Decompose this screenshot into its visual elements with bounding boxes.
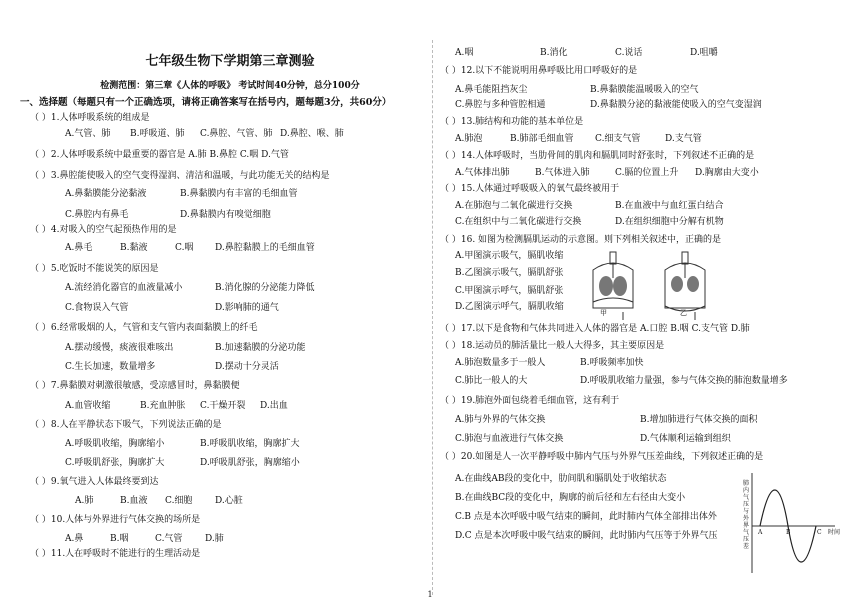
q3-option-a: A.鼻黏膜能分泌黏液	[65, 189, 147, 199]
fig16-label-jia: 甲	[600, 309, 607, 317]
fig20-ylabel: 肺内气压与外界气压差	[743, 480, 750, 550]
q6-option-b: B.加速黏膜的分泌功能	[215, 343, 306, 353]
question-8: （ ）8.人在平静状态下吸气，下列说法正确的是	[30, 420, 222, 430]
q5-option-c: C.食物误入气管	[65, 303, 129, 313]
q9-option-c: C.细胞	[165, 496, 193, 506]
q1-option-c: C.鼻腔、气管、肺	[200, 129, 273, 139]
q6-option-c: C.生长加速，数量增多	[65, 362, 156, 372]
q18-option-b: B.呼吸频率加快	[580, 358, 644, 368]
fig20-point-a: A	[758, 529, 763, 536]
question-3: （ ）3.鼻腔能使吸入的空气变得湿润、清洁和温暖，与此功能无关的结构是	[30, 171, 330, 181]
q8-option-c: C.呼吸肌舒张，胸廓扩大	[65, 458, 165, 468]
q7-option-c: C.干燥开裂	[200, 401, 246, 411]
question-5: （ ）5.吃饭时不能说笑的原因是	[30, 264, 159, 274]
q14-option-c: C.膈的位置上升	[615, 168, 679, 178]
q8-option-d: D.呼吸肌舒张，胸廓缩小	[200, 458, 300, 468]
question-14: （ ）14.人体呼吸时，当肋骨间的肌肉和膈肌同时舒张时，下列叙述不正确的是	[440, 151, 755, 161]
question-7: （ ）7.鼻黏膜对刺激很敏感，受凉感冒时，鼻黏膜便	[30, 381, 240, 391]
q10-option-a: A.鼻	[65, 534, 84, 544]
question-11: （ ）11.人在呼吸时不能进行的生理活动是	[30, 549, 201, 559]
q15-option-a: A.在肺泡与二氧化碳进行交换	[455, 201, 573, 211]
question-4: （ ）4.对吸入的空气起预热作用的是	[30, 225, 177, 235]
q7-option-a: A.血管收缩	[65, 401, 111, 411]
q13-option-d: D.支气管	[665, 134, 702, 144]
q8-option-a: A.呼吸肌收缩，胸廓缩小	[65, 439, 165, 449]
fig20-point-b: B	[786, 529, 791, 536]
q12-option-a: A.鼻毛能阻挡灰尘	[455, 85, 528, 95]
question-10: （ ）10.人体与外界进行气体交换的场所是	[30, 515, 201, 525]
q20-option-d: D.C 点是本次呼吸中吸气结束的瞬间，此时肺内气压等于外界气压	[455, 531, 718, 541]
q5-option-b: B.消化腺的分泌能力降低	[215, 283, 315, 293]
question-1: （ ）1.人体呼吸系统的组成是	[30, 113, 150, 123]
q15-option-c: C.在组织中与二氧化碳进行交换	[455, 217, 582, 227]
q4-option-d: D.鼻腔黏膜上的毛细血管	[215, 243, 315, 253]
q18-option-d: D.呼吸肌收缩力量强，参与气体交换的肺泡数量增多	[580, 376, 788, 386]
q1-option-a: A.气管、肺	[65, 129, 111, 139]
q5-option-a: A.流经消化器官的血液量减小	[65, 283, 183, 293]
q14-option-b: B.气体进入肺	[535, 168, 590, 178]
q15-option-b: B.在血液中与血红蛋白结合	[615, 201, 724, 211]
q1-option-d: D.鼻腔、喉、肺	[280, 129, 344, 139]
q4-option-b: B.黏液	[120, 243, 148, 253]
q7-option-d: D.出血	[260, 401, 288, 411]
question-16: （ ）16. 如图为检测膈肌运动的示意图。则下列相关叙述中，正确的是	[440, 235, 722, 245]
q6-option-d: D.摆动十分灵活	[215, 362, 279, 372]
pressure-curve-graph	[740, 468, 840, 578]
question-18: （ ）18.运动员的肺活量比一般人大得多，其主要原因是	[440, 341, 665, 351]
q9-option-d: D.心脏	[215, 496, 243, 506]
bell-jar-jia	[593, 252, 633, 320]
q1-option-b: B.呼吸道、肺	[130, 129, 185, 139]
q20-option-c: C.B 点是本次呼吸中吸气结束的瞬间，此时肺内气体全部排出体外	[455, 512, 717, 522]
q8-option-b: B.呼吸肌收缩，胸廓扩大	[200, 439, 300, 449]
q18-option-c: C.肺比一般人的大	[455, 376, 528, 386]
q9-option-b: B.血液	[120, 496, 148, 506]
q14-option-d: D.胸廓由大变小	[695, 168, 759, 178]
q13-option-a: A.肺泡	[455, 134, 483, 144]
question-19: （ ）19.肺泡外面包绕着毛细血管，这有利于	[440, 396, 620, 406]
q19-option-b: B.增加肺进行气体交换的面积	[640, 415, 758, 425]
question-6: （ ）6.经常吸烟的人，气管和支气管内表面黏膜上的纤毛	[30, 323, 258, 333]
q7-option-b: B.充血肿胀	[140, 401, 186, 411]
section-heading: 一、选择题（每题只有一个正确选项，请将正确答案写在括号内，题每题3分，共60分）	[20, 97, 392, 108]
column-divider	[432, 40, 433, 595]
q19-option-a: A.肺与外界的气体交换	[455, 415, 546, 425]
q6-option-a: A.摆动缓慢，痰液很难咳出	[65, 343, 174, 353]
q3-option-c: C.鼻腔内有鼻毛	[65, 210, 129, 220]
q5-option-d: D.影响肺的通气	[215, 303, 279, 313]
q9-option-a: A.肺	[75, 496, 94, 506]
question-13: （ ）13.肺结构和功能的基本单位是	[440, 117, 584, 127]
page-title: 七年级生物下学期第三章测验	[145, 54, 315, 69]
q12-option-d: D.鼻黏膜分泌的黏液能使吸入的空气变湿润	[590, 100, 762, 110]
q16-option-d: D.乙图演示呼气，膈肌收缩	[455, 302, 564, 312]
question-15: （ ）15.人体通过呼吸吸入的氧气最终被用于	[440, 184, 620, 194]
question-12: （ ）12.以下不能说明用鼻呼吸比用口呼吸好的是	[440, 66, 638, 76]
q20-option-a: A.在曲线AB段的变化中，肋间肌和膈肌处于收缩状态	[455, 474, 667, 484]
q10-option-c: C.气管	[155, 534, 183, 544]
q18-option-a: A.肺泡数量多于一般人	[455, 358, 546, 368]
q11-option-c: C.说话	[615, 48, 643, 58]
page-number: 1	[427, 590, 433, 599]
q11-option-b: B.消化	[540, 48, 568, 58]
q10-option-b: B.咽	[110, 534, 129, 544]
q16-option-c: C.甲图演示呼气，膈肌舒张	[455, 286, 564, 296]
fig20-point-c: C	[817, 529, 822, 536]
q20-option-b: B.在曲线BC段的变化中，胸廓的前后径和左右径由大变小	[455, 493, 686, 503]
q19-option-d: D.气体顺利运输到组织	[640, 434, 731, 444]
q4-option-c: C.咽	[175, 243, 194, 253]
fig16-label-yi: 乙	[680, 309, 687, 317]
question-9: （ ）9.氧气进入人体最终要到达	[30, 477, 159, 487]
q11-option-a: A.咽	[455, 48, 474, 58]
fig20-xlabel: 时间	[828, 529, 841, 536]
q3-option-b: B.鼻黏膜内有丰富的毛细血管	[180, 189, 298, 199]
q4-option-a: A.鼻毛	[65, 243, 93, 253]
q12-option-b: B.鼻黏膜能温暖吸入的空气	[590, 85, 699, 95]
question-17: （ ）17.以下是食物和气体共同进入人体的器官是 A.口腔 B.咽 C.支气管 D.肺	[440, 324, 750, 334]
q13-option-b: B.肺部毛细血管	[510, 134, 574, 144]
q13-option-c: C.细支气管	[595, 134, 641, 144]
q19-option-c: C.肺泡与血液进行气体交换	[455, 434, 564, 444]
q10-option-d: D.肺	[205, 534, 224, 544]
q14-option-a: A.气体排出肺	[455, 168, 510, 178]
q11-option-d: D.咀嚼	[690, 48, 718, 58]
q16-option-b: B.乙图演示吸气，膈肌舒张	[455, 268, 564, 278]
q16-option-a: A.甲图演示吸气，膈肌收缩	[455, 251, 564, 261]
q12-option-c: C.鼻腔与多种管腔相通	[455, 100, 546, 110]
page-subtitle: 检测范围：第三章《人体的呼吸》 考试时间40分钟，总分100分	[100, 81, 360, 91]
question-2: （ ）2.人体呼吸系统中最重要的器官是 A.肺 B.鼻腔 C.咽 D.气管	[30, 150, 289, 160]
question-20: （ ）20.如图是人一次平静呼吸中肺内气压与外界气压差曲线，下列叙述正确的是	[440, 452, 764, 462]
q15-option-d: D.在组织细胞中分解有机物	[615, 217, 724, 227]
q3-option-d: D.鼻黏膜内有嗅觉细胞	[180, 210, 271, 220]
